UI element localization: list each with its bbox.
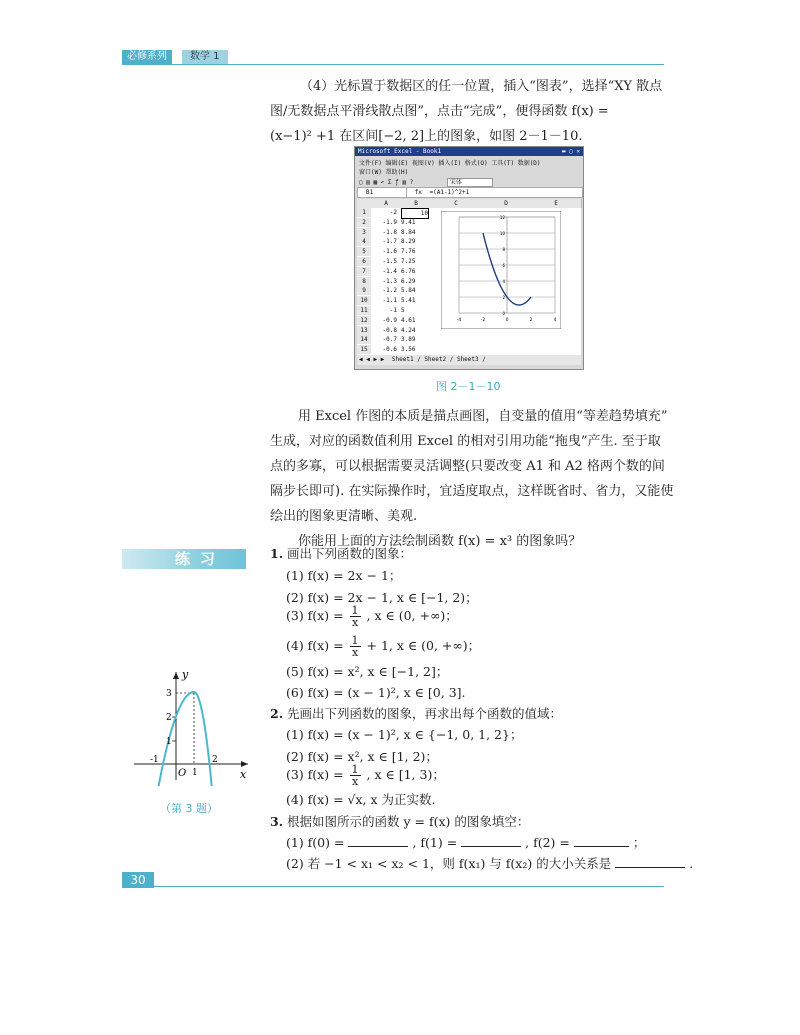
cell-b[interactable]: 7.25 bbox=[401, 258, 416, 265]
row-number[interactable]: 12 bbox=[357, 316, 371, 325]
row-number[interactable]: 9 bbox=[357, 286, 371, 295]
chart-y-tick: 10 bbox=[499, 231, 505, 236]
q1-item1: (1) f(x) = 2x − 1； bbox=[286, 568, 402, 583]
column-header-b[interactable]: B bbox=[401, 199, 432, 208]
explain-line1: 用 Excel 作图的本质是描点画图，自变量的值用“等差趋势填充” bbox=[298, 409, 668, 424]
graph-tick-y-2: 2 bbox=[166, 713, 172, 723]
q1-item5: (5) f(x) = x², x ∈ [−1, 2]； bbox=[286, 664, 449, 679]
q3-item2-end: . bbox=[689, 856, 694, 871]
q3-graph bbox=[128, 668, 254, 786]
cell-a[interactable]: -0.8 bbox=[382, 326, 397, 334]
sheet-tab-list[interactable]: Sheet1 / Sheet2 / Sheet3 / bbox=[391, 356, 486, 363]
chart-y-tick: 12 bbox=[499, 215, 505, 220]
excel-title-bar bbox=[355, 147, 583, 156]
formula-text: =(A1-1)^2+1 bbox=[429, 189, 470, 196]
q1-item3-lhs: (3) f(x) = bbox=[286, 608, 344, 623]
cell-b[interactable]: 3.56 bbox=[401, 346, 416, 354]
page-number: 30 bbox=[122, 872, 154, 888]
graph-y-label: y bbox=[182, 668, 189, 681]
graph-x-label: x bbox=[240, 768, 247, 781]
cell-a[interactable]: -1.5 bbox=[382, 258, 397, 265]
row-number[interactable]: 1 bbox=[357, 208, 371, 217]
header-rule bbox=[122, 64, 664, 65]
fraction-denominator: x bbox=[351, 646, 359, 659]
chart-x-tick: -4 bbox=[456, 318, 462, 323]
chart-y-tick: 2 bbox=[502, 295, 505, 300]
q3-number: 3. bbox=[270, 814, 284, 829]
cell-b[interactable]: 4.24 bbox=[401, 326, 416, 334]
footer-rule bbox=[154, 886, 664, 887]
cell-a[interactable]: -0.9 bbox=[382, 316, 397, 324]
column-header-e[interactable]: E bbox=[531, 199, 582, 208]
graph-tick-y-3: 3 bbox=[166, 689, 172, 699]
x-axis-arrow-icon bbox=[241, 761, 248, 767]
cell-a[interactable]: -1.9 bbox=[382, 218, 397, 226]
step4-line2: 图/无数据点平滑线散点图”，点击“完成”，便得函数 f(x) = bbox=[270, 104, 609, 119]
graph-tick-x-1: 1 bbox=[192, 768, 198, 778]
series-tag: 必修系列 bbox=[122, 50, 172, 64]
cell-b[interactable]: 8.84 bbox=[401, 228, 416, 236]
column-header-c[interactable]: C bbox=[431, 199, 482, 208]
font-select[interactable]: 宋体 bbox=[447, 178, 493, 187]
cell-b[interactable]: 5 bbox=[401, 307, 405, 314]
q1-item3-domain: , x ∈ (0, +∞)； bbox=[366, 608, 458, 623]
cell-a[interactable]: -1.6 bbox=[382, 248, 397, 256]
q2-item3-lhs: (3) f(x) = bbox=[286, 767, 344, 782]
chart-y-tick: 8 bbox=[502, 247, 505, 252]
q3-f1-blank[interactable] bbox=[461, 846, 521, 847]
q3-graph-caption: （第 3 题） bbox=[160, 802, 218, 815]
book-title: 数学 1 bbox=[182, 50, 228, 64]
q2-item2: (2) f(x) = x², x ∈ [1, 2)； bbox=[286, 749, 438, 764]
fx-icon: fx bbox=[414, 189, 422, 196]
cell-b[interactable]: 5.84 bbox=[401, 287, 416, 295]
fraction-denominator: x bbox=[351, 775, 359, 788]
row-number[interactable]: 10 bbox=[357, 296, 371, 305]
q2-item3-domain: , x ∈ [1, 3)； bbox=[366, 767, 445, 782]
explain-line5: 绘出的图象更清晰、美观. bbox=[270, 509, 418, 524]
q1-item4-domain: + 1, x ∈ (0, +∞)； bbox=[366, 638, 481, 653]
corner-cell[interactable] bbox=[357, 199, 372, 208]
row-number[interactable]: 4 bbox=[357, 237, 371, 246]
tab-nav-icons[interactable]: ◀ ◀ ▶ ▶ bbox=[359, 356, 385, 363]
step4-line3: (x−1)² +1 在区间[−2, 2]上的图象，如图 2－1－10. bbox=[270, 129, 583, 144]
q3-item1 bbox=[286, 832, 645, 854]
q1-item4-fraction bbox=[350, 635, 361, 658]
chart-y-tick: 6 bbox=[502, 263, 505, 268]
cell-a[interactable]: -1.3 bbox=[382, 277, 397, 285]
cell-a[interactable]: -1.2 bbox=[382, 287, 397, 295]
explain-line3: 点的多寡，可以根据需要灵活调整(只要改变 A1 和 A2 格两个数的间 bbox=[270, 459, 665, 474]
cell-b[interactable]: 3.89 bbox=[401, 336, 416, 344]
cell-b[interactable]: 6.29 bbox=[401, 277, 416, 285]
row-number[interactable]: 11 bbox=[357, 306, 371, 315]
excel-menu-row2[interactable]: 窗口(W) 帮助(H) bbox=[359, 169, 409, 176]
row-number[interactable]: 15 bbox=[357, 345, 371, 354]
q1-item3-fraction bbox=[350, 605, 361, 628]
row-number[interactable]: 7 bbox=[357, 267, 371, 276]
graph-tick-x-neg1: -1 bbox=[150, 755, 159, 765]
q1-item6: (6) f(x) = (x − 1)², x ∈ [0, 3]. bbox=[286, 685, 466, 700]
graph-tick-y-1: 1 bbox=[166, 737, 172, 747]
q3-item1-end: ； bbox=[632, 835, 646, 850]
chart-x-tick: 4 bbox=[553, 318, 557, 323]
chart-y-tick: 0 bbox=[502, 311, 505, 316]
q2-item4: (4) f(x) = √x, x 为正实数. bbox=[286, 792, 436, 807]
q2-item3 bbox=[286, 760, 445, 790]
q3-f2-blank[interactable] bbox=[574, 846, 629, 847]
column-header-a[interactable]: A bbox=[371, 199, 402, 208]
formula-bar[interactable] bbox=[357, 187, 583, 198]
q3-f0-blank[interactable] bbox=[348, 846, 408, 847]
graph-tick-x-2: 2 bbox=[212, 755, 218, 765]
fraction-numerator: 1 bbox=[351, 604, 359, 617]
q3-text: 根据如图所示的函数 y = f(x) 的图象填空： bbox=[287, 814, 530, 829]
cell-a[interactable]: -1.4 bbox=[382, 267, 397, 275]
fraction-denominator: x bbox=[351, 616, 359, 629]
q3-item2-text: (2) 若 −1 < x₁ < x₂ < 1，则 f(x₁) 与 f(x₂) 的大小关系是 bbox=[286, 856, 612, 871]
cell-b[interactable]: 6.76 bbox=[401, 267, 416, 275]
cell-b[interactable]: 5.41 bbox=[401, 297, 416, 305]
q2-stem bbox=[270, 703, 562, 725]
q2-item3-fraction bbox=[350, 764, 361, 787]
explain-question: 你能用上面的方法绘制函数 f(x) = x³ 的图象吗？ bbox=[298, 534, 582, 549]
q3-item2 bbox=[286, 853, 693, 875]
column-header-d[interactable]: D bbox=[481, 199, 532, 208]
q1-item4-lhs: (4) f(x) = bbox=[286, 638, 344, 653]
excel-menu-row1[interactable]: 文件(F) 编辑(E) 视图(V) 插入(I) 格式(O) 工具(T) 数据(D) bbox=[359, 160, 541, 167]
cell-a[interactable]: -1 bbox=[389, 307, 397, 314]
cell-a[interactable]: -1.1 bbox=[382, 297, 397, 305]
cell-b[interactable]: 9.41 bbox=[401, 218, 416, 226]
fraction-numerator: 1 bbox=[351, 763, 359, 776]
cell-b[interactable]: 4.61 bbox=[401, 316, 416, 324]
excel-chart[interactable] bbox=[441, 211, 561, 329]
cell-a[interactable]: -1.7 bbox=[382, 238, 397, 246]
explain-line4: 隔步长即可). 在实际操作时，宜适度取点，这样既省时、省力，又能使 bbox=[270, 484, 674, 499]
row-number[interactable]: 14 bbox=[357, 335, 371, 344]
q1-item3 bbox=[286, 601, 458, 631]
cell-a[interactable]: -2 bbox=[389, 209, 397, 216]
row-number[interactable]: 6 bbox=[357, 257, 371, 266]
q1-item4 bbox=[286, 631, 480, 661]
q3-stem bbox=[270, 811, 529, 833]
q2-item1: (1) f(x) = (x − 1)², x ∈ {−1, 0, 1, 2}； bbox=[286, 727, 523, 742]
row-number[interactable]: 2 bbox=[357, 218, 371, 227]
row-number[interactable]: 8 bbox=[357, 277, 371, 286]
q1-stem bbox=[270, 543, 412, 565]
y-axis-arrow-icon bbox=[173, 672, 179, 679]
excel-toolbar[interactable] bbox=[359, 177, 493, 186]
name-box[interactable]: B1 bbox=[358, 188, 407, 197]
q3-relation-blank[interactable] bbox=[615, 867, 685, 868]
excel-title: Microsoft Excel - Book1 bbox=[358, 148, 442, 155]
toolbar-icons[interactable]: ▢ ▤ ▦ ↶ Σ ƒ ▥ ? bbox=[359, 179, 414, 186]
q2-text: 先画出下列函数的图象，再求出每个函数的值域： bbox=[287, 706, 563, 721]
q1-number: 1. bbox=[270, 546, 284, 561]
row-number[interactable]: 13 bbox=[357, 326, 371, 335]
practice-label: 练习 bbox=[175, 550, 226, 568]
chart-x-tick: 2 bbox=[529, 318, 533, 323]
cell-a[interactable]: -0.7 bbox=[382, 336, 397, 344]
chart-y-tick: 4 bbox=[502, 279, 505, 284]
cell-b[interactable]: 8.29 bbox=[401, 238, 416, 246]
row-number[interactable]: 3 bbox=[357, 228, 371, 237]
row-number[interactable]: 5 bbox=[357, 247, 371, 256]
q1-item2: (2) f(x) = 2x − 1, x ∈ [−1, 2)； bbox=[286, 590, 478, 605]
fraction-numerator: 1 bbox=[351, 634, 359, 647]
q1-text: 画出下列函数的图象： bbox=[287, 546, 413, 561]
chart-x-tick: -2 bbox=[480, 318, 486, 323]
sheet-tabs[interactable] bbox=[357, 355, 581, 365]
graph-origin-label: O bbox=[178, 768, 187, 779]
excel-window bbox=[354, 146, 584, 370]
chart-x-tick: 0 bbox=[505, 318, 509, 323]
step4-line1: （4）光标置于数据区的任一位置，插入“图表”，选择“XY 散点 bbox=[300, 79, 663, 94]
explain-line2: 生成，对应的函数值利用 Excel 的相对引用功能“拖曳”产生. 至于取 bbox=[270, 434, 661, 449]
cell-a[interactable]: -1.8 bbox=[382, 228, 397, 236]
figure-caption: 图 2－1－10 bbox=[436, 380, 501, 393]
q3-f0-label: (1) f(0) = bbox=[286, 835, 345, 850]
q3-f1-label: , f(1) = bbox=[412, 835, 458, 850]
cell-a[interactable]: -0.6 bbox=[382, 346, 397, 354]
q3-f2-label: , f(2) = bbox=[525, 835, 570, 850]
spreadsheet-grid[interactable] bbox=[357, 199, 581, 355]
window-buttons[interactable]: ▬ ▢ ✕ bbox=[561, 148, 580, 155]
cell-b[interactable]: 7.76 bbox=[401, 248, 416, 256]
cell-b[interactable]: 10 bbox=[401, 208, 429, 219]
q2-number: 2. bbox=[270, 706, 284, 721]
